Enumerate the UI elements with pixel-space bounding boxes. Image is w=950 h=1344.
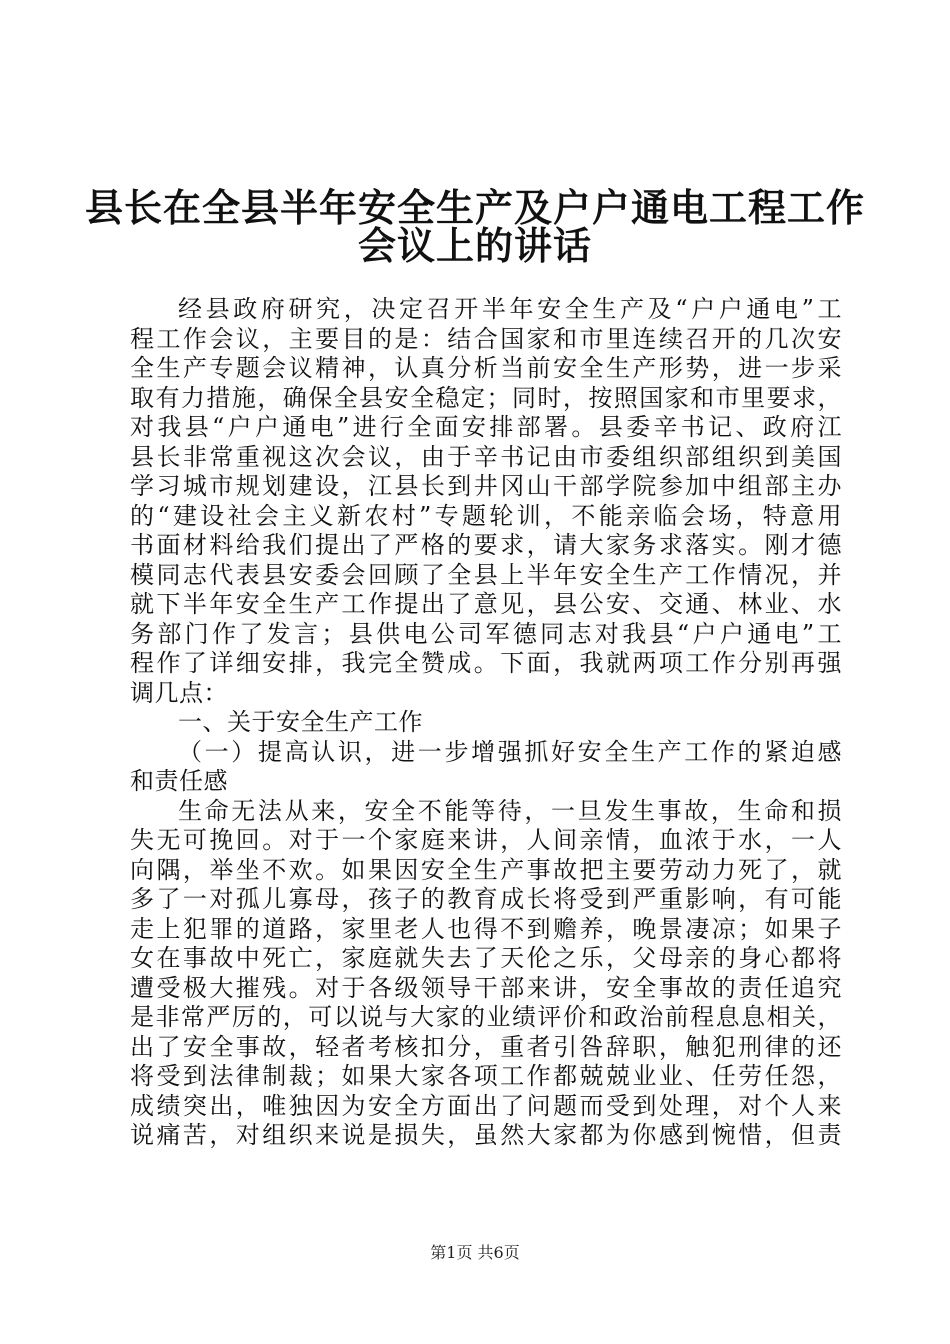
- body-text-line: 的“建设社会主义新农村”专题轮训，不能亲临会场，特意用: [130, 501, 842, 530]
- body-text-line: 多了一对孤儿寡母，孩子的教育成长将受到严重影响，有可能: [130, 885, 842, 913]
- body-text-line: 调几点：: [130, 678, 228, 707]
- body-text-line: 将受到法律制裁；如果大家各项工作都兢兢业业、任劳任怨，: [130, 1062, 842, 1090]
- body-text-line: 取有力措施，确保全县安全稳定；同时，按照国家和市里要求，: [130, 383, 842, 412]
- body-text-line: 生命无法从来，安全不能等待，一旦发生事故，生命和损: [178, 796, 842, 825]
- body-text-line: 对我县“户户通电”进行全面安排部署。县委辛书记、政府江: [130, 413, 842, 441]
- body-text-line: 全生产专题会议精神，认真分析当前安全生产形势，进一步采: [130, 354, 842, 382]
- document-body: [130, 295, 842, 1151]
- body-text-line: 务部门作了发言；县供电公司军德同志对我县“户户通电”工: [130, 619, 842, 648]
- body-text-line: 向隅，举坐不欢。如果因安全生产事故把主要劳动力死了，就: [130, 855, 842, 884]
- body-text-line: 成绩突出，唯独因为安全方面出了问题而受到处理，对个人来: [130, 1091, 842, 1120]
- body-text-line: 走上犯罪的道路，家里老人也得不到赡养，晚景凄凉；如果子: [130, 914, 842, 943]
- body-text-line: 一、关于安全生产工作: [178, 708, 423, 736]
- body-text-line: 失无可挽回。对于一个家庭来讲，人间亲情，血浓于水，一人: [130, 826, 842, 854]
- document-title-line-1: 县长在全县半年安全生产及户户通电工程工作: [84, 185, 865, 230]
- body-text-line: 遭受极大摧残。对于各级领导干部来讲，安全事故的责任追究: [130, 973, 842, 1002]
- body-text-line: 书面材料给我们提出了严格的要求，请大家务求落实。刚才德: [130, 531, 842, 559]
- body-text-line: （一）提高认识，进一步增强抓好安全生产工作的紧迫感: [178, 737, 842, 766]
- body-text-line: 县长非常重视这次会议，由于辛书记由市委组织部组织到美国: [130, 442, 842, 471]
- body-text-line: 说痛苦，对组织来说是损失，虽然大家都为你感到惋惜，但责: [130, 1121, 842, 1149]
- body-text-line: 和责任感: [130, 767, 228, 795]
- body-text-line: 程作了详细安排，我完全赞成。下面，我就两项工作分别再强: [130, 649, 842, 677]
- page-footer: 第1页 共6页: [430, 1243, 520, 1262]
- body-text-line: 是非常严厉的，可以说与大家的业绩评价和政治前程息息相关，: [130, 1003, 842, 1031]
- body-text-line: 就下半年安全生产工作提出了意见，县公安、交通、林业、水: [130, 590, 842, 618]
- body-text-line: 学习城市规划建设，江县长到井冈山干部学院参加中组部主办: [130, 472, 842, 500]
- body-text-line: 出了安全事故，轻者考核扣分，重者引咎辞职，触犯刑律的还: [130, 1032, 842, 1061]
- document-title-line-2: 会议上的讲话: [357, 223, 592, 268]
- body-text-line: 程工作会议，主要目的是：结合国家和市里连续召开的几次安: [130, 324, 842, 353]
- body-text-line: 模同志代表县安委会回顾了全县上半年安全生产工作情况，并: [130, 560, 842, 589]
- body-text-line: 经县政府研究，决定召开半年安全生产及“户户通电”工: [178, 295, 842, 323]
- body-text-line: 女在事故中死亡，家庭就失去了天伦之乐，父母亲的身心都将: [130, 944, 842, 972]
